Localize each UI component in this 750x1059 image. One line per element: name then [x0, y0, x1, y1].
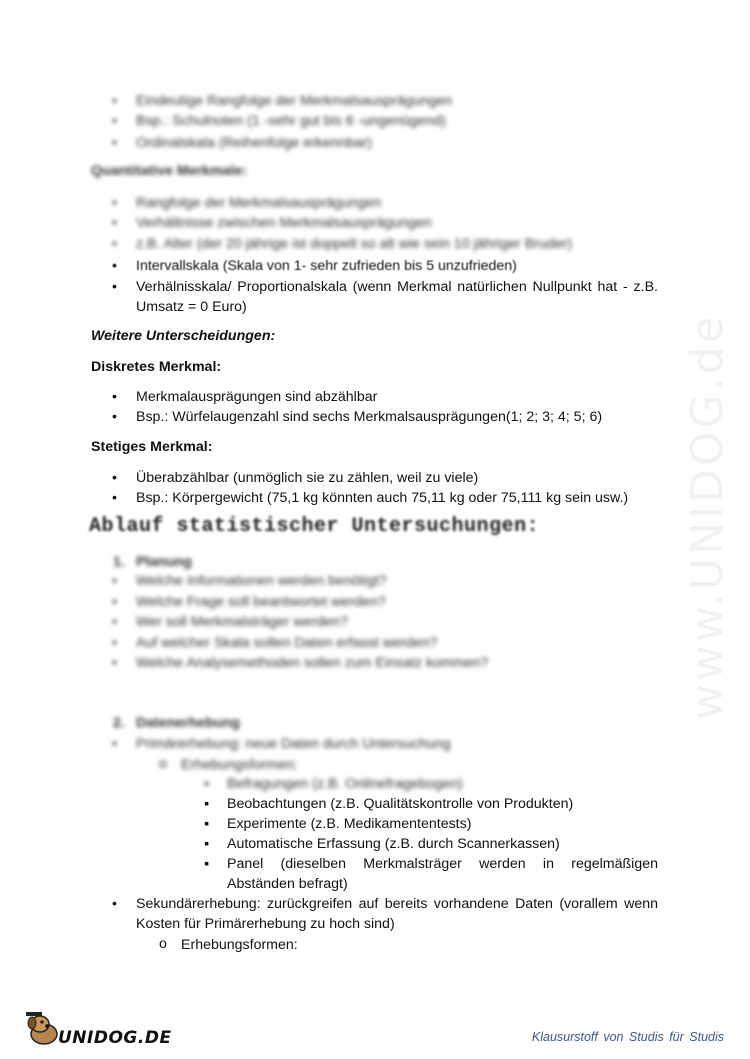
list-item: • z.B. Alter (der 20 jährige ist doppelt so alt wie sein 10 jähriger Bruder) — [136, 234, 572, 254]
step-number: 2. — [113, 715, 125, 731]
list-item: o Erhebungsformen: — [181, 755, 298, 775]
list-item: • Welche Frage soll beantwortet werden? — [136, 592, 386, 612]
section-heading-weitere: Weitere Unterscheidungen: — [91, 328, 276, 344]
subheading-diskret: Diskretes Merkmal: — [91, 359, 222, 375]
step-title: Datenerhebung — [136, 715, 241, 731]
list-item: • Ordinalskala (Reihenfolge erkennbar) — [136, 133, 372, 153]
list-item: • Bsp.: Würfelaugenzahl sind sechs Merkmalsausprägungen(1; 2; 3; 4; 5; 6) — [136, 407, 602, 427]
list-item: • Merkmalausprägungen sind abzählbar — [136, 387, 377, 407]
list-item: o Erhebungsformen: — [181, 935, 298, 955]
list-item: • Welche Analysemethoden sollen zum Einsatz kommen? — [136, 653, 488, 673]
list-item: • Sekundärerhebung: zurückgreifen auf bereits vorhandene Daten (vorallem wenn Kosten für Primärerhebung zu hoch sind) — [136, 894, 658, 934]
list-item: • Rangfolge der Merkmalsausprägungen — [136, 193, 381, 213]
list-item: ▪ Experimente (z.B. Medikamententests) — [227, 814, 471, 834]
list-item: ▪ Automatische Erfassung (z.B. durch Scannerkassen) — [227, 834, 560, 854]
footer-tagline: Klausurstoff von Studis für Studis — [531, 1030, 724, 1044]
list-item: • Eindeutige Rangfolge der Merkmalsausprägungen — [136, 91, 452, 111]
list-item: • Bsp.: Körpergewicht (75,1 kg könnten auch 75,11 kg oder 75,111 kg sein usw.) — [136, 488, 628, 508]
list-item: ▪ Beobachtungen (z.B. Qualitätskontrolle von Produkten) — [227, 794, 573, 814]
list-item: • Welche Informationen werden benötigt? — [136, 571, 387, 591]
list-item: • Verhälnisskala/ Proportionalskala (wenn Merkmal natürlichen Nullpunkt hat - z.B. Umsatz = 0 Euro) — [136, 277, 658, 317]
list-item: • Verhältnisse zwischen Merkmalsausprägungen — [136, 213, 432, 233]
watermark: www.UNIDOG.de — [682, 313, 733, 720]
list-item: • Primärerhebung: neue Daten durch Untersuchung — [136, 734, 451, 754]
list-item: • Wer soll Merkmalsträger werden? — [136, 612, 348, 632]
list-item: ▪ Panel (dieselben Merkmalsträger werden in regelmäßigen Abständen befragt) — [227, 854, 658, 894]
list-item: • Auf welcher Skala sollen Daten erfasst werden? — [136, 633, 437, 653]
subheading-stetig: Stetiges Merkmal: — [91, 439, 213, 455]
list-item: • Bsp.: Schulnoten (1 -sehr gut bis 6 -ungenügend) — [136, 111, 446, 131]
step-title: Planung — [136, 554, 192, 570]
brand-logo-text: UNIDOG.DE — [58, 1028, 172, 1048]
section-heading-ablauf: Ablauf statistischer Untersuchungen: — [89, 515, 540, 538]
section-heading-quantitative: Quantitative Merkmale: — [91, 163, 248, 179]
list-item: ▪ Befragungen (z.B. Onlinefragebogen) — [227, 774, 463, 794]
list-item: • Intervallskala (Skala von 1- sehr zufrieden bis 5 unzufrieden) — [136, 256, 517, 276]
list-item: • Überabzählbar (unmöglich sie zu zählen, weil zu viele) — [136, 468, 478, 488]
step-number: 1. — [113, 554, 125, 570]
